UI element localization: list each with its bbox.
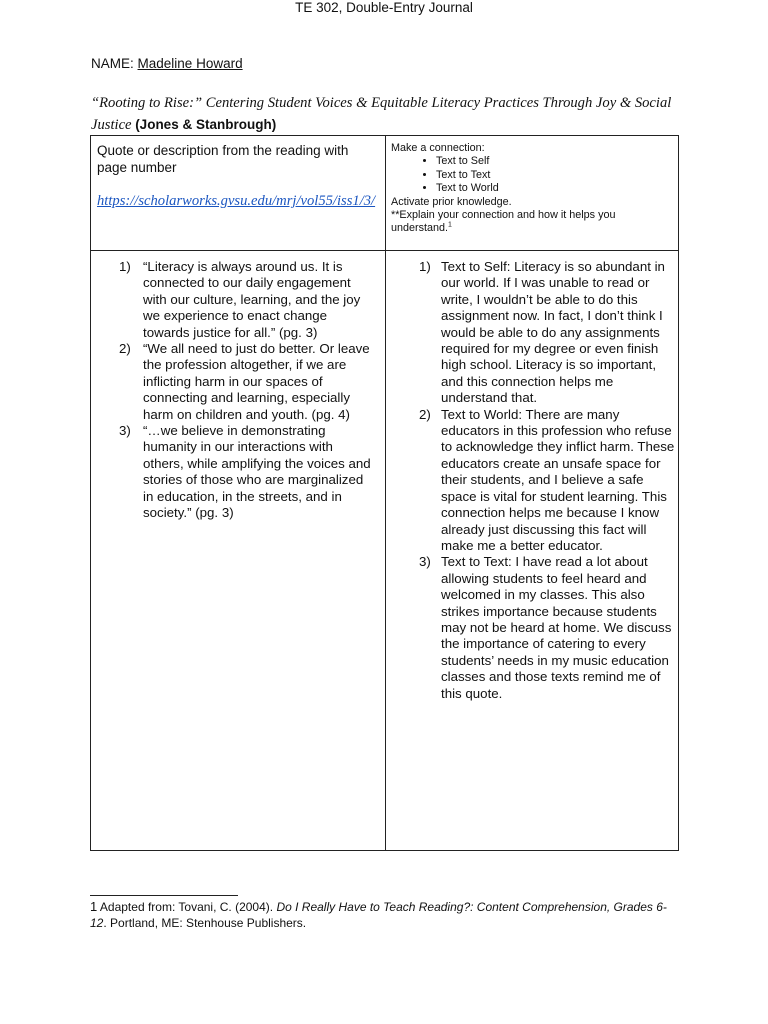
- connections-list: [391, 259, 677, 702]
- article-title: “Rooting to Rise:” Centering Student Voices & Equitable Literacy Practices Through Joy & Social Justice: [91, 95, 672, 133]
- quote-column-header: [97, 142, 377, 210]
- connection-column-header: [391, 142, 675, 236]
- explain-instruction: [391, 209, 675, 236]
- connection-item: [391, 259, 677, 407]
- footnote-number: 1: [90, 899, 98, 914]
- quote-text: “We all need to just do better. Or leave the profession altogether, if we are inflicting harm in our spaces of connecting and learning, especially harm on children and youth. (pg. 4): [143, 341, 370, 422]
- name-label: NAME:: [91, 56, 134, 71]
- connection-header-lead: Make a connection:: [391, 142, 485, 154]
- connection-type-item: • Text to Text: [436, 169, 675, 182]
- connections-cell: [391, 259, 677, 702]
- document-header: TE 302, Double-Entry Journal: [295, 0, 473, 15]
- connection-number: 3): [419, 554, 431, 570]
- quote-item: [97, 341, 377, 423]
- quote-text: “Literacy is always around us. It is connected to our daily engagement with our culture, learning, and the joy we experience to enact change towards justice for all.” (pg. 3): [143, 259, 361, 340]
- article-authors: (Jones & Stanbrough): [135, 117, 277, 132]
- connection-item: [391, 554, 677, 702]
- footnote: [90, 899, 680, 931]
- footnote-reference: 1: [448, 221, 452, 229]
- student-name-line: [91, 56, 243, 71]
- row-divider: [91, 250, 678, 251]
- explain-text: **Explain your connection and how it helps you understand.: [391, 209, 616, 235]
- footnote-book-title: Do I Really Have to Teach Reading?: Content Comprehension, Grades 6-12: [90, 900, 667, 930]
- quote-number: 1): [119, 259, 131, 274]
- connection-type-item: • Text to Self: [436, 155, 675, 168]
- footnote-suffix: . Portland, ME: Stenhouse Publishers.: [103, 916, 307, 930]
- quote-item: [97, 423, 377, 521]
- connection-number: 2): [419, 406, 431, 422]
- connection-item: [391, 407, 677, 555]
- quote-number: 3): [119, 423, 131, 439]
- student-name: Madeline Howard: [137, 56, 243, 71]
- connection-number: 1): [419, 259, 431, 274]
- quote-text: “…we believe in demonstrating humanity in our interactions with others, while amplifying the voices and stories of those who are marginalized in education, in the streets, and in society.” (pg. 3): [143, 423, 371, 521]
- quotes-list: [97, 259, 377, 522]
- connection-text: Text to Self: Literacy is so abundant in our world. If I was unable to read or write, I wouldn’t be able to do this assignment now. In fact, I don’t think I would be able to do any assignments required for my degree or even finish high school. Literacy is so important, and this connection helps me understand that.: [441, 259, 665, 406]
- footnote-separator: [90, 895, 238, 896]
- connection-text: Text to Text: I have read a lot about allowing students to feel heard and welcomed in my classes. This also strikes importance because students may not be heard at home. We discuss the importance of catering to every students’ needs in my music education classes and those texts remind me of this quote.: [441, 554, 672, 701]
- quote-item: [97, 259, 377, 341]
- article-title-block: [91, 93, 681, 136]
- quotes-cell: [97, 259, 377, 522]
- quote-number: 2): [119, 341, 131, 357]
- connection-type-item: • Text to World: [436, 182, 675, 195]
- prior-knowledge-line: Activate prior knowledge.: [391, 195, 512, 208]
- footnote-prefix: Adapted from: Tovani, C. (2004).: [99, 900, 274, 914]
- quote-header-text: Quote or description from the reading with page number: [97, 143, 349, 175]
- connection-type-list: [391, 155, 675, 195]
- article-link[interactable]: https://scholarworks.gvsu.edu/mrj/vol55/iss1/3/: [97, 193, 376, 209]
- double-entry-table: [90, 135, 679, 851]
- column-divider: [385, 136, 386, 850]
- connection-text: Text to World: There are many educators in this profession who refuse to acknowledge they inflict harm. These educators create an unsafe space for their students, and I believe a safe space is vital for student learning. This connection helps me because I know already just discussing this fact will make me a better educator.: [441, 406, 675, 553]
